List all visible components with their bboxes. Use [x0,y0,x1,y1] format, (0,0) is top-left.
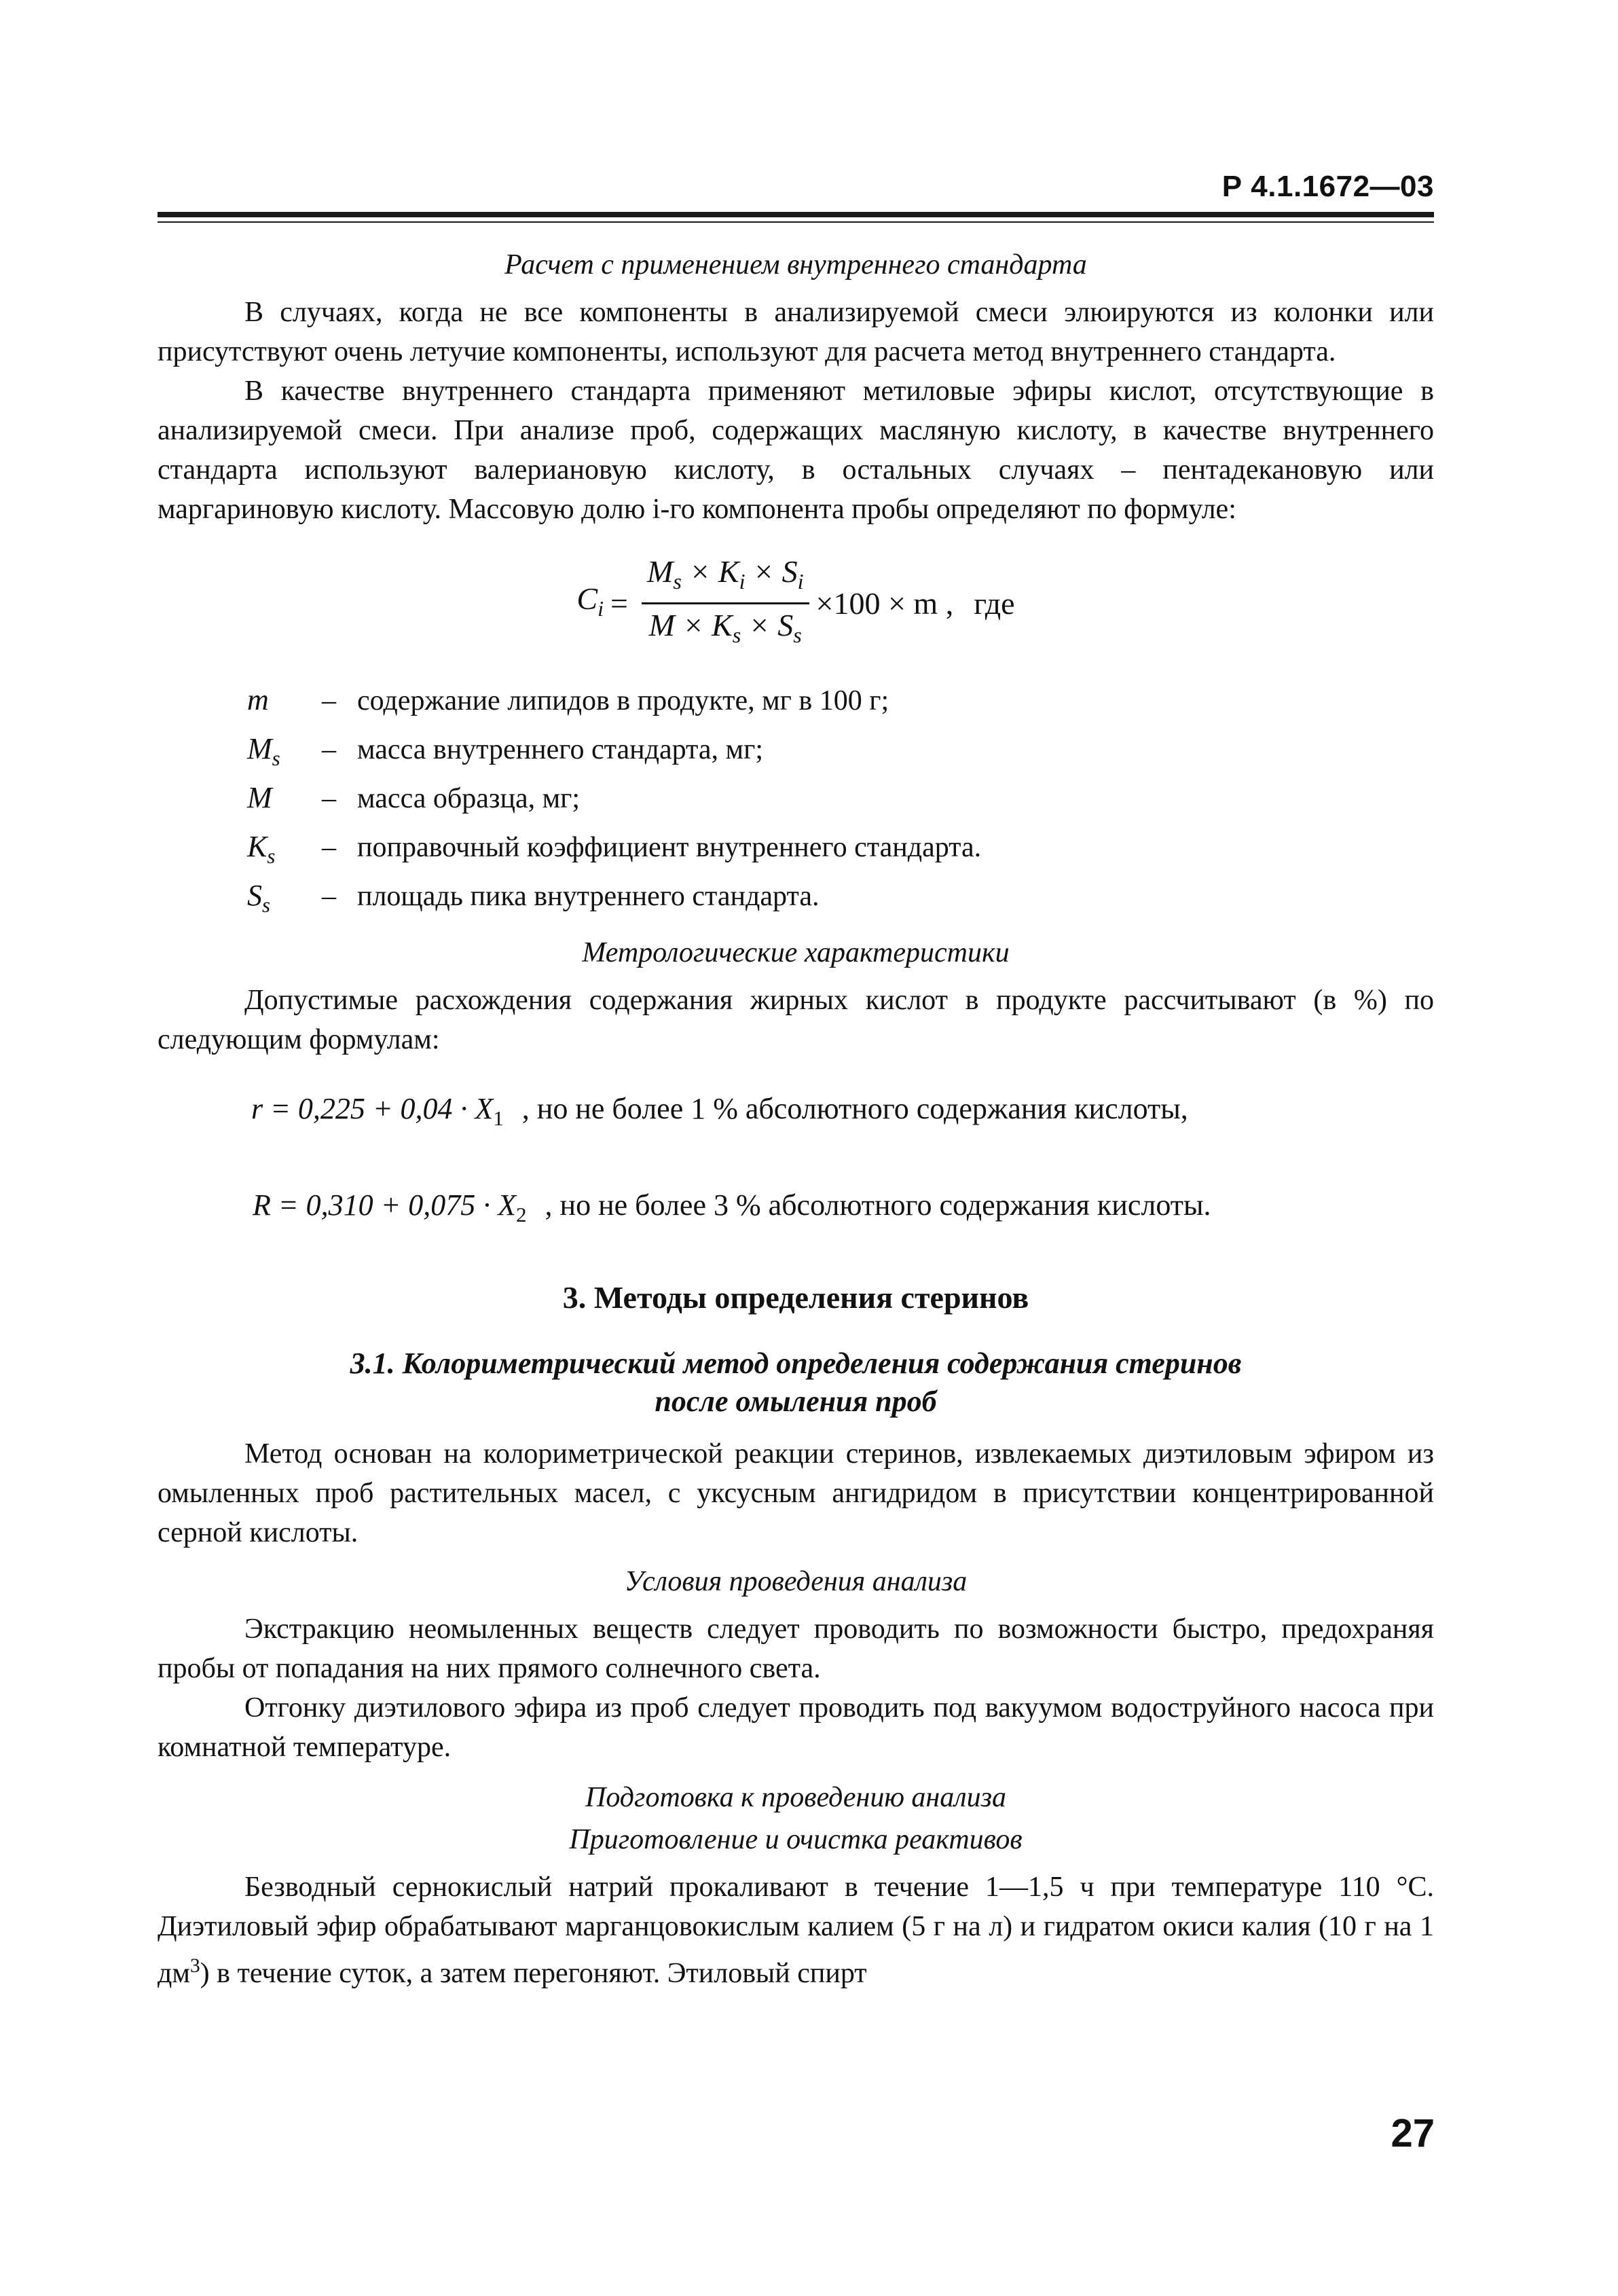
legend-text: содержание липидов в продукте, мг в 100 г; [357,685,889,717]
formula-R: $R = 0,310 + 0,075 \cdot X_2$ , но не более 3 % абсолютного содержания кислоты. [253,1188,1211,1226]
legend-row: $S_s$ – площадь пика внутреннего стандарта. [158,876,1434,925]
legend-row: m – содержание липидов в продукте, мг в 100 г; [158,680,1434,729]
formula-lhs: $C_i$ [576,581,604,621]
subsection-title-preparation: Подготовка к проведению анализа [585,1781,1006,1813]
paragraph: В качестве внутреннего стандарта применяют метиловые эфиры кислот, отсутствующие в анализируемой смеси. При анализе проб, содержащих масляную кислоту, в качестве внутреннего стандарта используют валериановую кислоту, в остальных случаях – пентадекановую или маргариновую кислоту. Массовую долю i-го компонента пробы определяют по формуле: [158,376,1434,525]
subsection-title-internal-standard: Расчет с применением внутреннего стандарта [504,249,1087,280]
legend-text: площадь пика внутреннего стандарта. [357,881,820,913]
header-rule-thick [158,212,1434,217]
formula-numerator: $M_s \times K_i \times S_i$ [642,552,809,604]
paragraph: Безводный сернокислый натрий прокаливают в течение 1—1,5 ч при температуре 110 °С. Диэтиловый эфир обрабатывают марганцовокислым калием (5 г на л) и гидратом окиси калия (10 г на 1 $дм^3$) в течение суток, а затем перегоняют. Этиловый спирт [158,1871,1434,1989]
legend-row: $K_s$ – поправочный коэффициент внутреннего стандарта. [158,827,1434,876]
paragraph: Отгонку диэтилового эфира из проб следует проводить под вакуумом водоструйного насоса при комнатной температуре. [158,1692,1434,1763]
page-header [158,170,1434,224]
legend-text: масса образца, мг; [357,783,581,815]
legend-text: поправочный коэффициент внутреннего стандарта. [357,832,982,864]
header-rule-thin [158,221,1434,223]
section-heading: 3. Методы определения стеринов [562,1279,1029,1315]
main-formula [158,552,1434,655]
paragraph: Метод основан на колориметрической реакции стеринов, извлекаемых диэтиловым эфиром из омыленных проб растительных масел, с уксусным ангидридом в присутствии концентрированной серной кислоты. [158,1438,1434,1548]
formula-equals: = [610,585,628,621]
legend-row: $M_s$ – масса внутреннего стандарта, мг; [158,729,1434,778]
formula-tail: ×100 × m , [815,585,954,621]
legend-symbol: M [247,781,272,815]
formula-r: $r = 0,225 + 0,04 \cdot X_1$ , но не более 1 % абсолютного содержания кислоты, [251,1092,1188,1131]
formula-fraction [642,552,809,655]
formula-where: где [974,585,1015,621]
legend-symbol: $K_s$ [247,830,276,869]
formula-denominator: $M \times K_s \times S_s$ [648,608,802,648]
document-body [158,241,1434,1993]
legend-symbol: $M_s$ [247,732,280,771]
subsection-heading: 3.1. Колориметрический метод определения содержания стеринов после омыления проб [350,1346,1242,1418]
legend-row: M – масса образца, мг; [158,778,1434,827]
subsection-title-reagents: Приготовление и очистка реактивов [569,1823,1023,1855]
paragraph: Экстракцию неомыленных веществ следует проводить по возможности быстро, предохраняя пробы от попадания на них прямого солнечного света. [158,1613,1434,1684]
legend-symbol: $S_s$ [247,879,270,917]
page-number: 27 [1391,2111,1435,2155]
legend-symbol: m [247,683,269,717]
formula-legend [158,680,1434,925]
legend-text: масса внутреннего стандарта, мг; [357,734,764,766]
subsection-title-conditions: Условия проведения анализа [624,1565,968,1597]
paragraph: В случаях, когда не все компоненты в анализируемой смеси элюируются из колонки или присутствуют очень летучие компоненты, используют для расчета метод внутреннего стандарта. [158,297,1434,367]
paragraph: Допустимые расхождения содержания жирных кислот в продукте рассчитывают (в %) по следующим формулам: [158,985,1434,1056]
doc-number: Р 4.1.1672—03 [1221,170,1434,203]
subsection-title-metrology: Метрологические характеристики [582,937,1010,969]
